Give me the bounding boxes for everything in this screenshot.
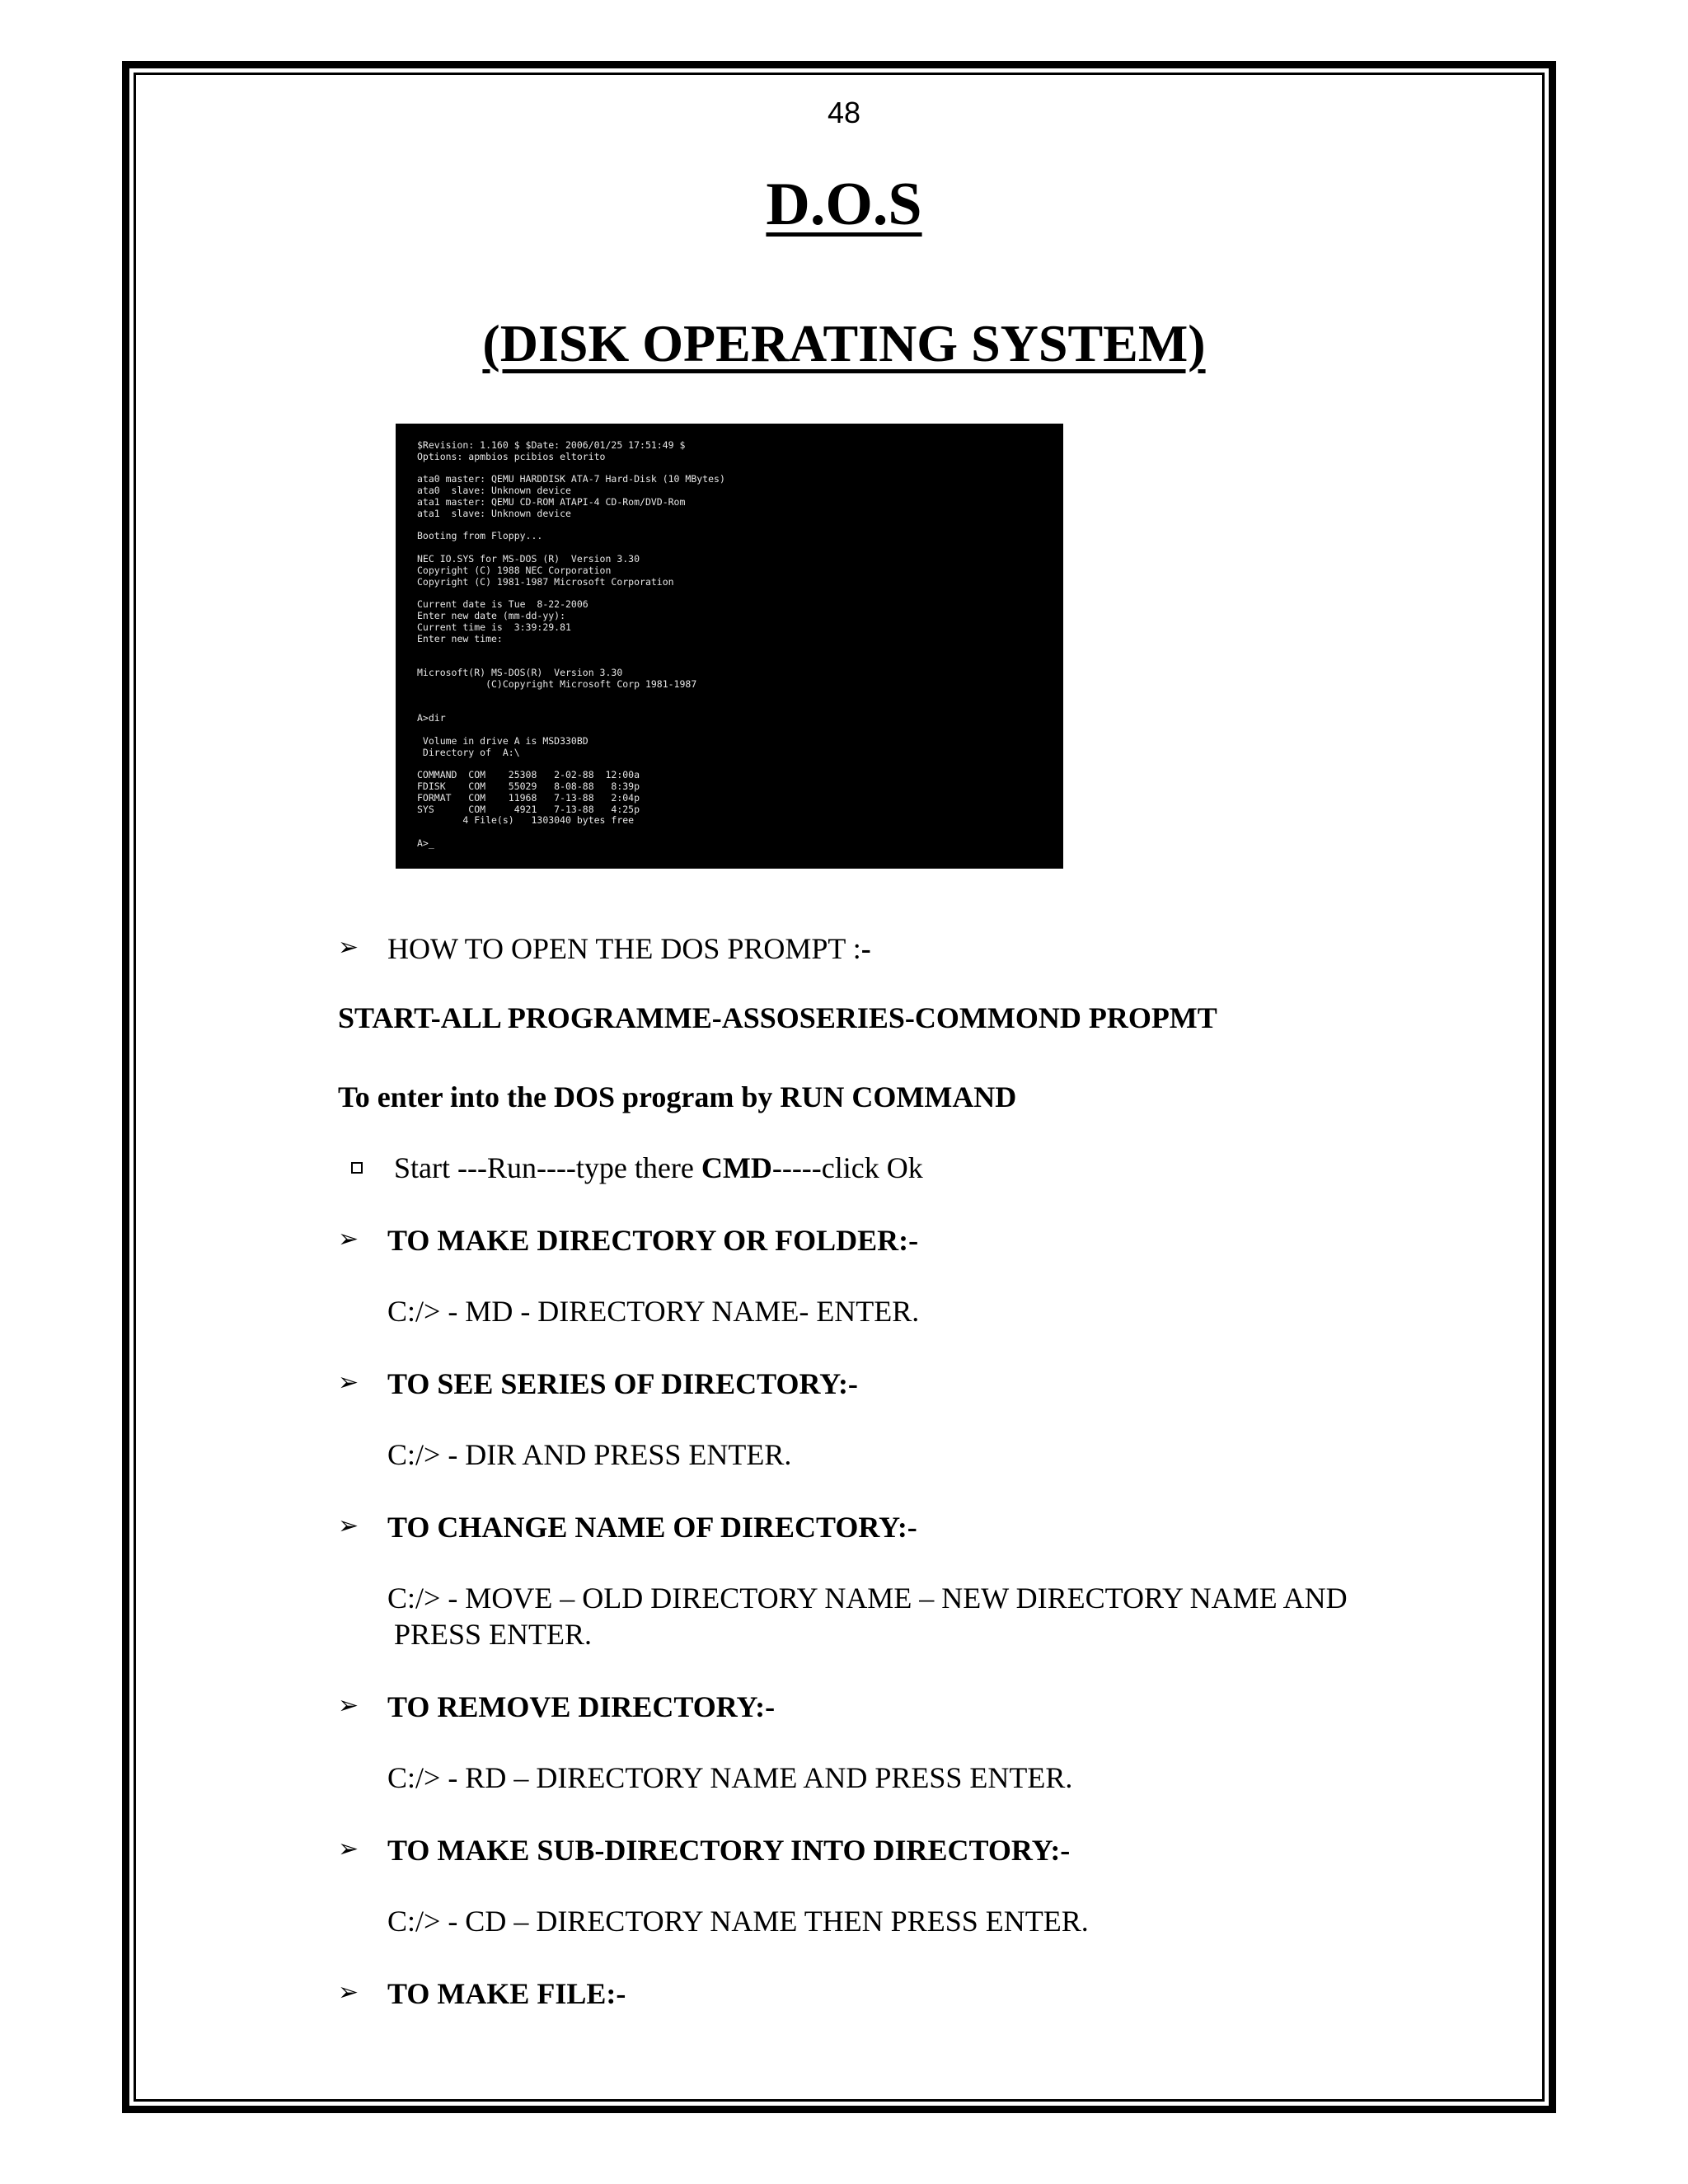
sub-dir-cmd: C:/> - CD – DIRECTORY NAME THEN PRESS ENTER. xyxy=(387,1905,1089,1938)
dos-screenshot xyxy=(396,424,1063,869)
arrow-bullet-icon: ➢ xyxy=(338,1978,359,2007)
page-number: 48 xyxy=(827,96,861,129)
arrow-bullet-icon: ➢ xyxy=(338,1835,359,1863)
change-dir-cmd-line1: C:/> - MOVE – OLD DIRECTORY NAME – NEW DIRECTORY NAME AND xyxy=(387,1582,1348,1615)
arrow-bullet-icon: ➢ xyxy=(338,1511,359,1540)
run-step-pre: Start ---Run----type there xyxy=(394,1151,701,1184)
arrow-bullet-icon: ➢ xyxy=(338,1225,359,1254)
square-bullet-icon xyxy=(351,1162,363,1174)
make-dir-heading: TO MAKE DIRECTORY OR FOLDER:- xyxy=(387,1224,919,1257)
run-step-post: -----click Ok xyxy=(771,1151,923,1184)
terminal-output: $Revision: 1.160 $ $Date: 2006/01/25 17:51:49 $ Options: apmbios pcibios eltorito ata0 master: QEMU HARDDISK ATA-7 Hard-Disk (10 MBytes) ata0 slave: Unknown device ata1 master: QEMU CD-ROM ATAPI-4 CD-Rom/DVD-Rom ata1 slave: Unknown device Booting from Floppy... NEC IO.SYS for MS-DOS (R) Version 3.30 Copyright (C) 1988 NEC Corporation Copyright (C) 1981-1987 Microsoft Corporation Current date is Tue 8-22-2006 Enter new date (mm-dd-yy): Current time is 3:39:29.81 Enter new time: Microsoft(R) MS-DOS(R) Version 3.30 (C)Copyright Microsoft Corp 1981-1987 A>dir Volume in drive A is MSD330BD Directory of A:\ COMMAND COM 25308 2-02-88 12:00a FDISK COM 55029 8-08-88 8:39p FORMAT COM 11968 7-13-88 2:04p SYS COM 4921 7-13-88 4:25p 4 File(s) 1303040 bytes free A>_ xyxy=(417,439,725,849)
run-command-heading: To enter into the DOS program by RUN COMMAND xyxy=(338,1080,1017,1113)
page-subtitle: (DISK OPERATING SYSTEM) xyxy=(482,314,1206,373)
see-dir-cmd: C:/> - DIR AND PRESS ENTER. xyxy=(387,1438,792,1471)
change-dir-heading: TO CHANGE NAME OF DIRECTORY:- xyxy=(387,1511,917,1544)
remove-dir-heading: TO REMOVE DIRECTORY:- xyxy=(387,1690,776,1723)
run-step-cmd: CMD xyxy=(701,1151,772,1184)
make-dir-cmd: C:/> - MD - DIRECTORY NAME- ENTER. xyxy=(387,1295,920,1328)
make-file-heading: TO MAKE FILE:- xyxy=(387,1977,626,2010)
change-dir-cmd-line2: PRESS ENTER. xyxy=(394,1618,593,1651)
arrow-bullet-icon: ➢ xyxy=(338,933,359,962)
open-prompt-heading: HOW TO OPEN THE DOS PROMPT : xyxy=(387,932,861,965)
arrow-bullet-icon: ➢ xyxy=(338,1368,359,1397)
remove-dir-cmd: C:/> - RD – DIRECTORY NAME AND PRESS ENTER. xyxy=(387,1761,1073,1794)
start-path: START-ALL PROGRAMME-ASSOSERIES-COMMOND PROPMT xyxy=(338,1001,1217,1034)
open-prompt-dash: - xyxy=(860,932,871,965)
page-title: D.O.S xyxy=(766,171,922,238)
sub-dir-heading: TO MAKE SUB-DIRECTORY INTO DIRECTORY:- xyxy=(387,1834,1071,1867)
see-dir-heading: TO SEE SERIES OF DIRECTORY:- xyxy=(387,1367,858,1400)
arrow-bullet-icon: ➢ xyxy=(338,1691,359,1720)
